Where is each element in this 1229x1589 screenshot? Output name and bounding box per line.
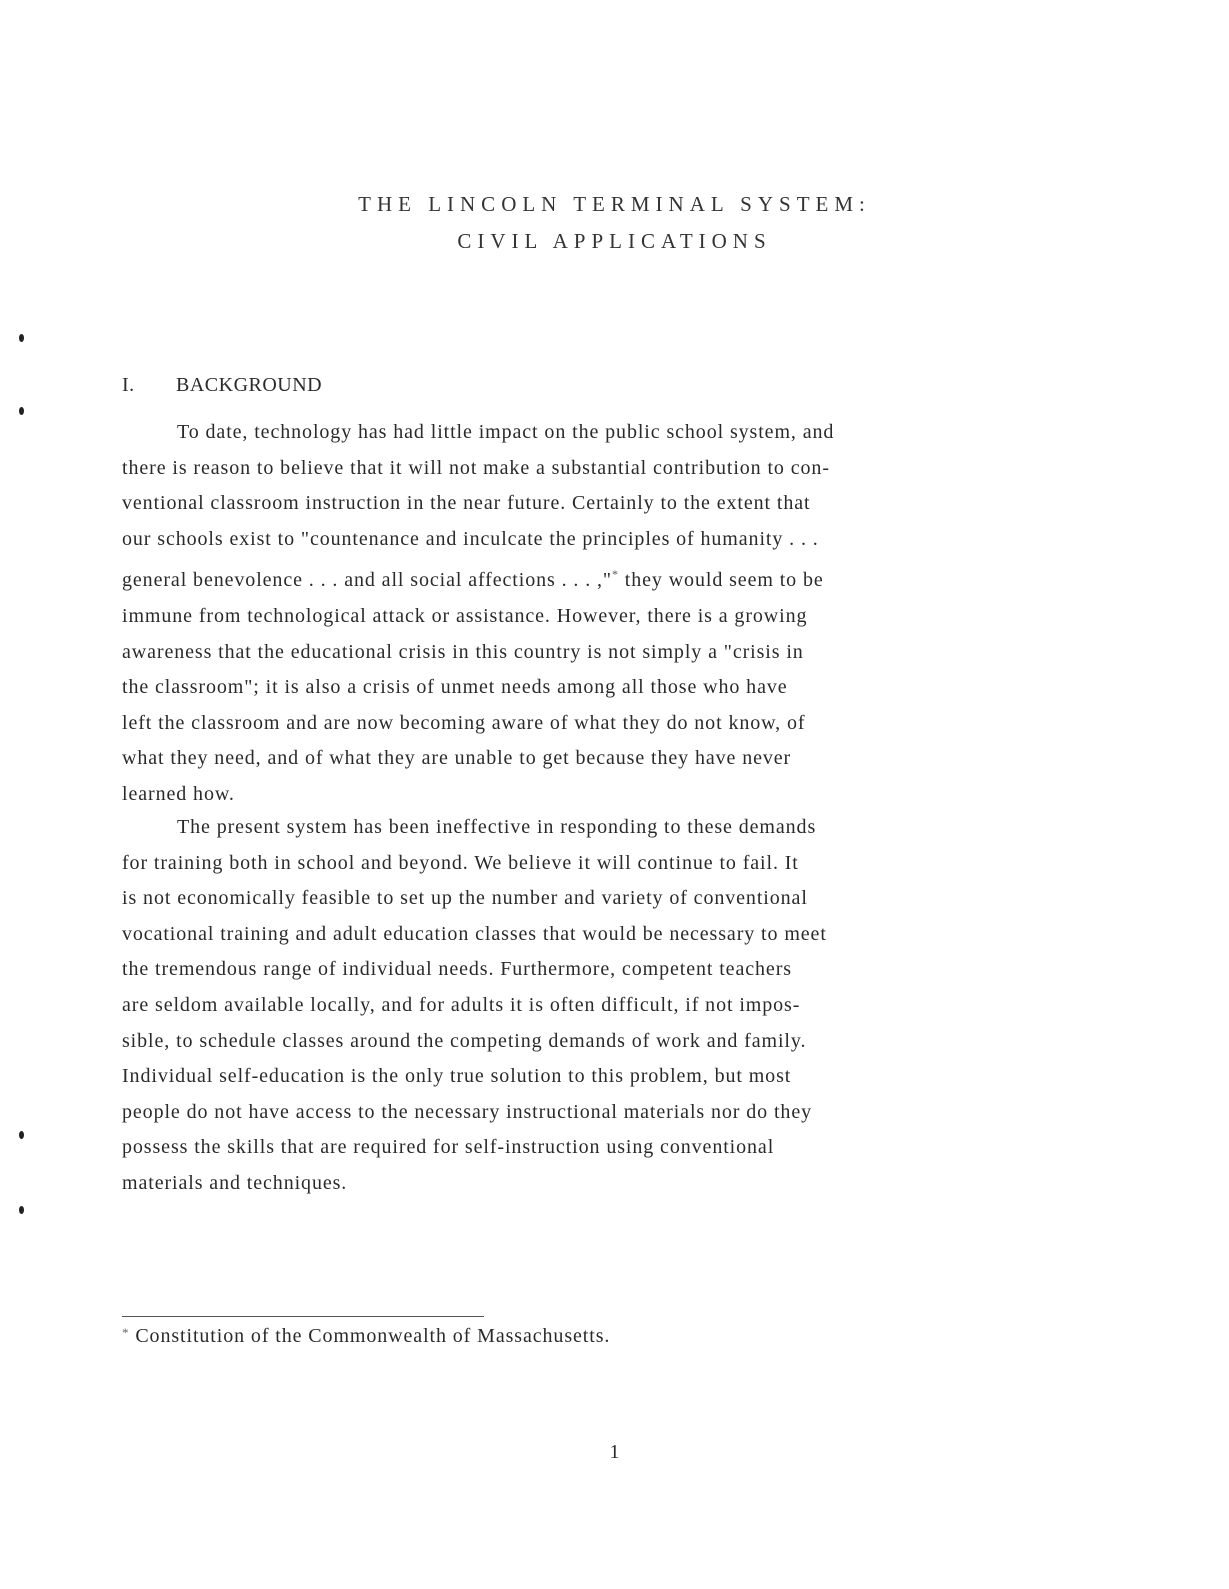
footnote-divider	[122, 1316, 484, 1317]
paragraph-line: awareness that the educational crisis in this country is not simply a "crisis in	[122, 640, 804, 663]
paragraph-line: Individual self-education is the only true solution to this problem, but most	[122, 1065, 792, 1088]
paragraph-line: immune from technological attack or assistance. However, there is a growing	[122, 604, 808, 627]
paragraph-line: sible, to schedule classes around the competing demands of work and family.	[122, 1029, 807, 1052]
paragraph-line: is not economically feasible to set up the number and variety of conventional	[122, 887, 808, 910]
section-heading	[122, 374, 322, 397]
paragraph-line: what they need, and of what they are unable to get because they have never	[122, 747, 792, 770]
paragraph-1	[122, 415, 1082, 813]
punch-hole-mark	[19, 1206, 24, 1214]
paragraph-line: the classroom"; it is also a crisis of unmet needs among all those who have	[122, 676, 788, 699]
paragraph-line: learned how.	[122, 782, 235, 805]
quote-continuation: they would seem to be	[624, 569, 824, 592]
footnote	[122, 1325, 610, 1348]
page-number: 1	[609, 1441, 620, 1463]
footnote-reference-mark: *	[611, 567, 619, 582]
paragraph-line: possess the skills that are required for self-instruction using conventional	[122, 1136, 775, 1159]
paragraph-line: ventional classroom instruction in the near future. Certainly to the extent that	[122, 492, 811, 515]
quote-text: general benevolence . . . and all social affections . . . ,"	[122, 569, 612, 592]
paragraph-line: The present system has been ineffective in responding to these demands	[177, 816, 817, 838]
paragraph-line: there is reason to believe that it will not make a substantial contribution to con-	[122, 456, 830, 479]
punch-hole-mark	[19, 407, 24, 415]
paragraph-line: the tremendous range of individual needs. Furthermore, competent teachers	[122, 958, 792, 981]
footnote-mark: *	[122, 1325, 130, 1340]
document-title-line-2: CIVIL APPLICATIONS	[457, 229, 772, 253]
paragraph-line-with-footnote-ref	[122, 557, 1082, 599]
paragraph-line: our schools exist to "countenance and inculcate the principles of humanity . . .	[122, 527, 819, 550]
paragraph-line: vocational training and adult education classes that would be necessary to meet	[122, 922, 827, 945]
paragraph-line: materials and techniques.	[122, 1171, 348, 1194]
section-title: BACKGROUND	[176, 374, 323, 396]
punch-hole-mark	[19, 1131, 24, 1139]
document-title-line-1: THE LINCOLN TERMINAL SYSTEM:	[358, 192, 871, 216]
paragraph-line: for training both in school and beyond. We believe it will continue to fail. It	[122, 851, 799, 874]
paragraph-line: people do not have access to the necessary instructional materials nor do they	[122, 1100, 812, 1123]
section-number: I.	[122, 374, 135, 396]
paragraph-line: left the classroom and are now becoming aware of what they do not know, of	[122, 711, 806, 734]
footnote-text: Constitution of the Commonwealth of Massachusetts.	[135, 1325, 611, 1347]
paragraph-line: To date, technology has had little impact on the public school system, and	[177, 421, 835, 443]
paragraph-2	[122, 810, 1082, 1202]
paragraph-line: are seldom available locally, and for adults it is often difficult, if not impos-	[122, 993, 801, 1016]
punch-hole-mark	[19, 334, 24, 342]
